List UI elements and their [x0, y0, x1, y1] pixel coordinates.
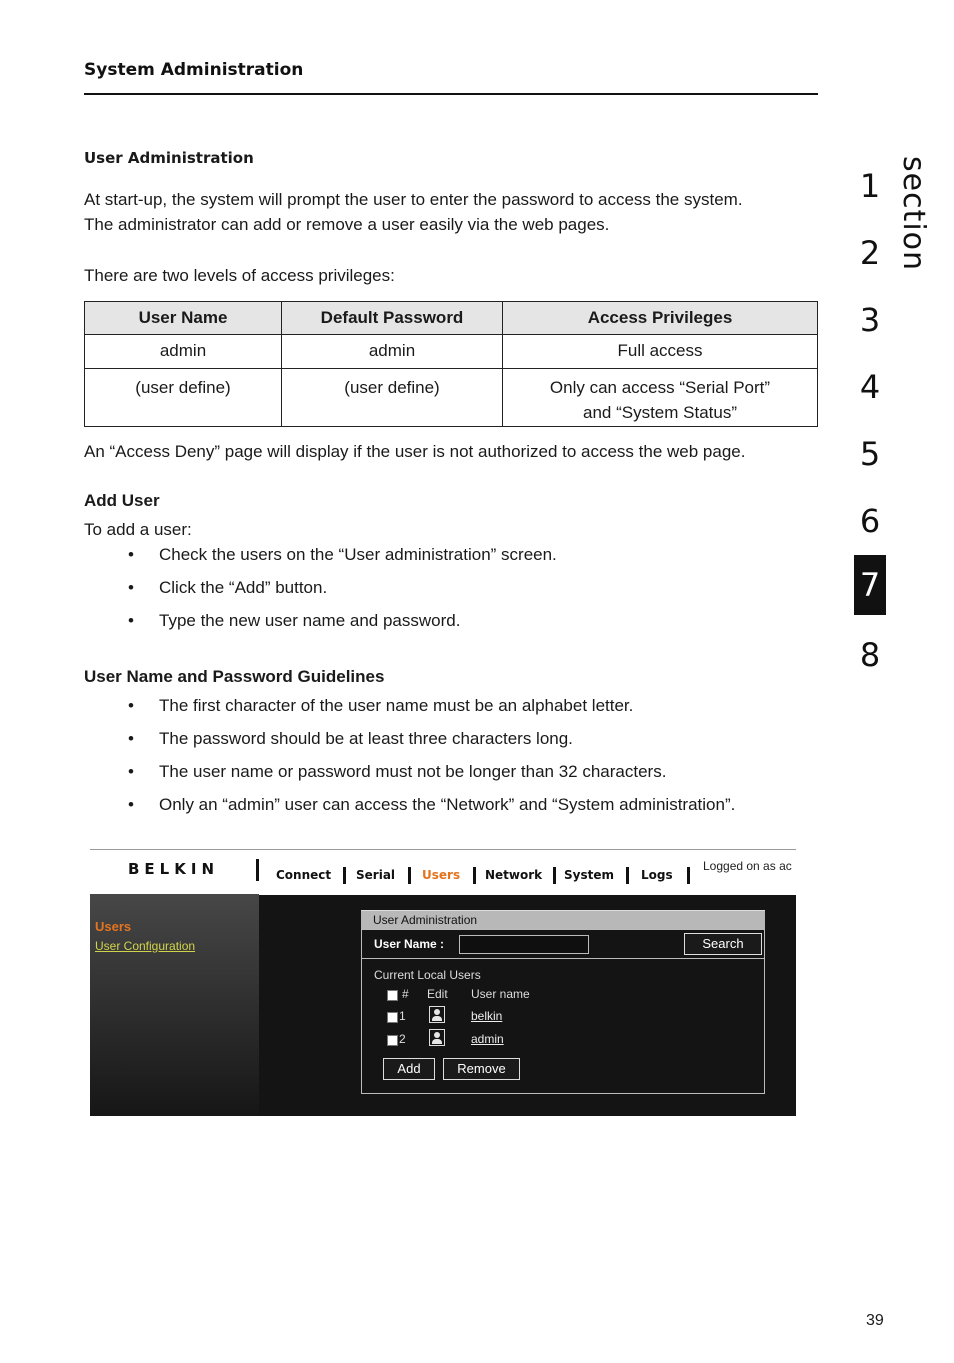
nav-divider [626, 867, 629, 884]
section-number-2: 2 [859, 234, 881, 272]
search-row [361, 929, 765, 959]
nav-connect[interactable]: Connect [276, 868, 332, 882]
table-cell: admin [85, 335, 282, 369]
list-item: • The password should be at least three characters long. [128, 729, 573, 748]
table-row [85, 369, 818, 427]
sidebar [90, 894, 259, 1116]
column-header-number: # [402, 987, 409, 1001]
page-number: 39 [866, 1312, 884, 1329]
nav-users[interactable]: Users [422, 868, 461, 882]
list-item: • Check the users on the “User administration” screen. [128, 545, 557, 564]
guidelines-heading: User Name and Password Guidelines [84, 667, 385, 686]
add-button[interactable]: Add [383, 1058, 435, 1080]
guidelines-list [84, 695, 735, 827]
bullet: • [128, 545, 134, 564]
list-item: • Click the “Add” button. [128, 578, 328, 597]
list-item: • Only an “admin” user can access the “Network” and “System administration”. [128, 795, 736, 814]
username-label: User Name : [374, 937, 445, 951]
bullet: • [128, 762, 134, 781]
nav-divider [343, 867, 346, 884]
username-search-input[interactable] [459, 935, 589, 954]
section-number-8: 8 [859, 636, 881, 674]
sidebar-title: Users [95, 919, 132, 934]
table-header-password: Default Password [282, 302, 503, 335]
levels-text: There are two levels of access privileges: [84, 266, 395, 285]
column-header-edit: Edit [427, 987, 448, 1001]
section-title: User Administration [84, 149, 254, 167]
bullet: • [128, 611, 134, 630]
table-cell: (user define) [282, 369, 503, 427]
user-configuration-link[interactable]: User Configuration [95, 939, 196, 953]
intro-line-2: The administrator can add or remove a user easily via the web pages. [84, 215, 610, 234]
access-deny-text: An “Access Deny” page will display if the user is not authorized to access the web page. [84, 442, 746, 461]
table-cell-line: and “System Status” [582, 403, 737, 422]
section-label: section [896, 156, 931, 272]
table-header-privileges: Access Privileges [503, 302, 818, 335]
user-row-number: 1 [399, 1009, 406, 1023]
section-number-6: 6 [859, 502, 881, 540]
table-cell: (user define) [85, 369, 282, 427]
nav-serial[interactable]: Serial [356, 868, 396, 882]
nav-divider [687, 867, 690, 884]
users-list-box [361, 958, 765, 1094]
nav-divider [408, 867, 411, 884]
privileges-table [84, 301, 818, 427]
add-user-steps [84, 544, 557, 643]
belkin-ui-screenshot [90, 849, 796, 1116]
edit-user-icon[interactable] [429, 1006, 445, 1023]
intro-paragraph [84, 187, 743, 237]
intro-line-1: At start-up, the system will prompt the user to enter the password to access the system. [84, 190, 743, 209]
bullet: • [128, 795, 134, 814]
users-list-title: Current Local Users [374, 968, 481, 982]
logged-in-status: Logged on as ac [703, 859, 792, 873]
section-number-4: 4 [859, 368, 881, 406]
select-all-checkbox[interactable] [387, 990, 398, 1001]
page-header-title: System Administration [84, 60, 304, 80]
section-number-5: 5 [859, 435, 881, 473]
user-link-admin[interactable]: admin [471, 1032, 504, 1046]
section-number-1: 1 [859, 167, 881, 205]
edit-user-icon[interactable] [429, 1029, 445, 1046]
nav-divider [256, 859, 259, 881]
column-header-username: User name [471, 987, 530, 1001]
list-item: • Type the new user name and password. [128, 611, 461, 630]
panel-title: User Administration [373, 913, 478, 927]
belkin-logo: BELKIN [128, 860, 219, 878]
table-cell: admin [282, 335, 503, 369]
bullet: • [128, 729, 134, 748]
table-cell-line: Only can access “Serial Port” [549, 378, 771, 397]
add-user-intro: To add a user: [84, 520, 192, 539]
nav-logs[interactable]: Logs [641, 868, 673, 882]
user-row-checkbox[interactable] [387, 1012, 398, 1023]
nav-divider [553, 867, 556, 884]
list-item: • The first character of the user name must be an alphabet letter. [128, 696, 634, 715]
nav-network[interactable]: Network [485, 868, 543, 882]
user-row-number: 2 [399, 1032, 406, 1046]
user-link-belkin[interactable]: belkin [471, 1009, 503, 1023]
section-number-7-active: 7 [854, 555, 886, 615]
panel-header [361, 910, 765, 930]
table-cell: Full access [503, 335, 818, 369]
header-divider [84, 93, 818, 95]
user-row-checkbox[interactable] [387, 1035, 398, 1046]
top-nav-bar [90, 849, 796, 895]
remove-button[interactable]: Remove [443, 1058, 520, 1080]
table-row [85, 335, 818, 369]
add-user-heading: Add User [84, 491, 160, 510]
table-cell [503, 369, 818, 427]
section-number-3: 3 [859, 301, 881, 339]
search-button[interactable]: Search [684, 933, 762, 955]
list-item: • The user name or password must not be longer than 32 characters. [128, 762, 667, 781]
nav-divider [473, 867, 476, 884]
bullet: • [128, 578, 134, 597]
table-header-username: User Name [85, 302, 282, 335]
nav-system[interactable]: System [564, 868, 614, 882]
bullet: • [128, 696, 134, 715]
